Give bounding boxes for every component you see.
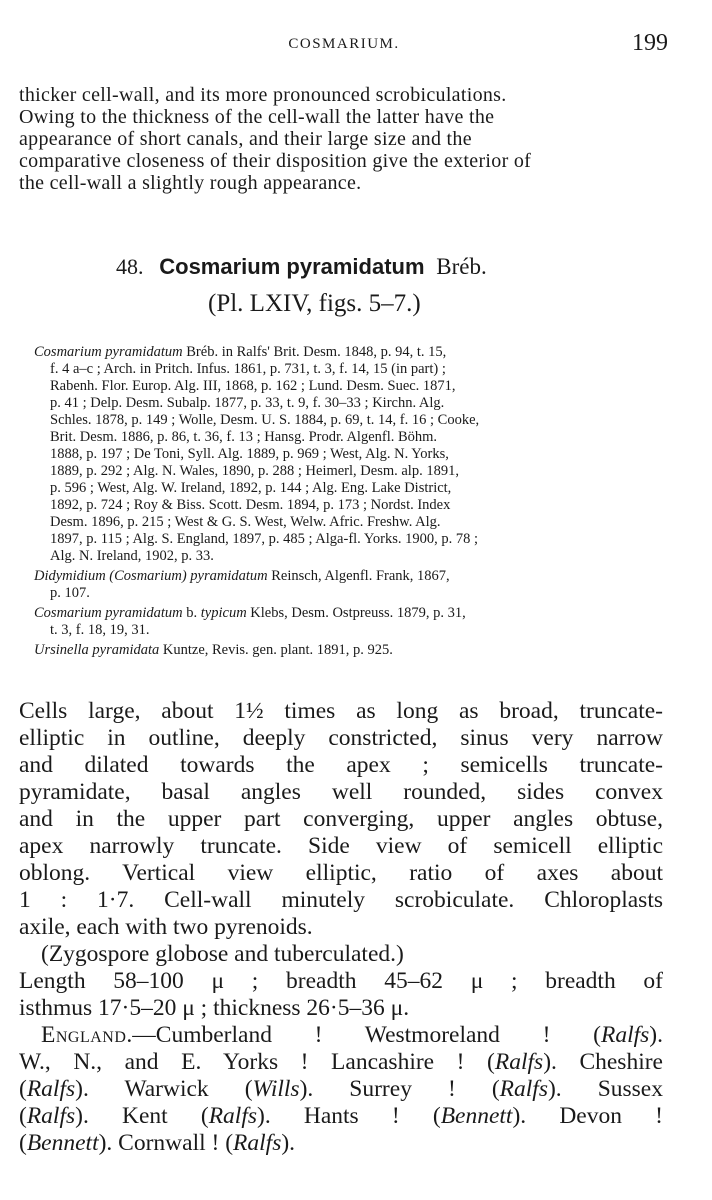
- intro-paragraph: [19, 84, 663, 194]
- text-line: appearance of short canals, and their large size and the: [19, 128, 472, 150]
- distribution-line: [19, 1022, 663, 1049]
- synonymy-block: [34, 344, 674, 659]
- synonymy-line: f. 4 a–c ; Arch. in Pritch. Infus. 1861, p. 731, t. 3, f. 14, 15 (in part) ;: [50, 361, 446, 377]
- collector-name: Ralfs: [494, 1049, 544, 1075]
- collector-name: Ralfs: [208, 1103, 257, 1129]
- text-line: Owing to the thickness of the cell-wall the latter have the: [19, 106, 495, 128]
- distribution-text: ).: [649, 1022, 663, 1048]
- synonymy-line: Desm. 1896, p. 215 ; West & G. S. West, Welw. Afric. Freshw. Alg.: [50, 514, 441, 530]
- distribution-line: [19, 1049, 663, 1076]
- synonymy-line: [34, 568, 674, 585]
- page-number: 199: [632, 30, 668, 56]
- synonymy-line: p. 596 ; West, Alg. W. Ireland, 1892, p. 144 ; Alg. Eng. Lake District,: [50, 480, 452, 496]
- taxon-name: Didymidium (Cosmarium) pyramidatum: [34, 568, 268, 584]
- distribution-text: ). Sussex: [547, 1076, 663, 1102]
- synonymy-line: 1889, p. 292 ; Alg. N. Wales, 1890, p. 288 ; Heimerl, Desm. alp. 1891,: [50, 463, 459, 479]
- collector-name: Bennett: [26, 1130, 99, 1156]
- description-line: and dilated towards the apex ; semicells truncate-: [19, 752, 663, 778]
- description-line: elliptic in outline, deeply constricted, sinus very narrow: [19, 725, 663, 751]
- zygospore-note: (Zygospore globose and tuberculated.): [41, 941, 404, 967]
- description-line: apex narrowly truncate. Side view of semicell elliptic: [19, 833, 663, 859]
- distribution-text: ). Cornwall ! (: [98, 1130, 234, 1156]
- taxon-name: Cosmarium pyramidatum: [34, 605, 183, 621]
- synonymy-line: Rabenh. Flor. Europ. Alg. III, 1868, p. 162 ; Lund. Desm. Suec. 1871,: [50, 378, 456, 394]
- description-line: pyramidate, basal angles well rounded, sides convex: [19, 779, 663, 805]
- collector-name: Ralfs: [233, 1130, 282, 1156]
- citation-text: Bréb. in Ralfs' Brit. Desm. 1848, p. 94, t. 15,: [182, 344, 447, 360]
- species-heading: [116, 254, 487, 280]
- synonymy-line: 1892, p. 724 ; Roy & Biss. Scott. Desm. 1894, p. 173 ; Nordst. Index: [50, 497, 451, 513]
- synonymy-line: Alg. N. Ireland, 1902, p. 33.: [50, 548, 214, 564]
- distribution-text: ). Devon !: [512, 1103, 663, 1129]
- distribution-text: ).: [281, 1130, 296, 1156]
- description-line: oblong. Vertical view elliptic, ratio of axes about: [19, 860, 663, 886]
- distribution-text: ). Warwick (: [75, 1076, 253, 1102]
- distribution-text: ). Cheshire: [543, 1049, 663, 1075]
- distribution-line: (Ralfs). Kent (Ralfs). Hants ! (Bennett). Devon !: [19, 1103, 663, 1129]
- synonymy-line: p. 107.: [50, 585, 90, 601]
- collector-name: Ralfs: [26, 1103, 76, 1129]
- synonymy-line: p. 41 ; Delp. Desm. Subalp. 1877, p. 33, t. 9, f. 30–33 ; Kirchn. Alg.: [50, 395, 445, 411]
- distribution-line: (Ralfs). Warwick (Wills). Surrey ! (Ralfs). Sussex: [19, 1076, 663, 1102]
- species-number: 48.: [116, 254, 144, 279]
- collector-name: Bennett: [440, 1103, 513, 1129]
- text-line: the cell-wall a slightly rough appearance.: [19, 172, 362, 194]
- synonymy-line: [34, 344, 674, 361]
- description-line: Cells large, about 1½ times as long as broad, truncate-: [19, 698, 663, 724]
- variety-name: typicum: [200, 605, 247, 621]
- synonymy-line: 1897, p. 115 ; Alg. S. England, 1897, p. 485 ; Alga-fl. Yorks. 1900, p. 78 ;: [50, 531, 479, 547]
- distribution-text: .—Cumberland ! Westmoreland ! (: [126, 1022, 601, 1048]
- distribution-text: ). Surrey ! (: [299, 1076, 500, 1102]
- taxon-name: Cosmarium pyramidatum: [34, 344, 183, 360]
- synonymy-line: t. 3, f. 18, 19, 31.: [50, 622, 150, 638]
- distribution-line: (Bennett). Cornwall ! (Ralfs).: [19, 1130, 296, 1156]
- description-line: 1 : 1·7. Cell-wall minutely scrobiculate. Chloroplasts: [19, 887, 663, 913]
- dimensions-line: Length 58–100 μ ; breadth 45–62 μ ; breadth of: [19, 968, 663, 994]
- description-block: [19, 698, 663, 1157]
- description-line: and in the upper part converging, upper angles obtuse,: [19, 806, 663, 832]
- running-title: COSMARIUM.: [288, 36, 400, 52]
- text-line: comparative closeness of their disposition give the exterior of: [19, 150, 532, 172]
- taxon-name: Ursinella pyramidata: [34, 642, 160, 658]
- synonymy-line: Schles. 1878, p. 149 ; Wolle, Desm. U. S. 1884, p. 69, t. 14, f. 16 ; Cooke,: [50, 412, 480, 428]
- collector-name: Ralfs: [26, 1076, 76, 1102]
- running-head: [20, 30, 668, 60]
- citation-text: b.: [182, 605, 201, 621]
- distribution-text: W., N., and E. Yorks ! Lancashire ! (: [19, 1049, 495, 1075]
- collector-name: Ralfs: [499, 1076, 548, 1102]
- species-name: Cosmarium pyramidatum: [159, 254, 425, 279]
- species-authority: Bréb.: [436, 254, 487, 279]
- plate-reference: (Pl. LXIV, figs. 5–7.): [208, 290, 421, 317]
- collector-name: Ralfs: [600, 1022, 650, 1048]
- citation-text: Kuntze, Revis. gen. plant. 1891, p. 925.: [159, 642, 393, 658]
- description-line: axile, each with two pyrenoids.: [19, 914, 313, 940]
- dimensions-line: isthmus 17·5–20 μ ; thickness 26·5–36 μ.: [19, 995, 410, 1021]
- synonymy-line: Brit. Desm. 1886, p. 86, t. 36, f. 13 ; Hansg. Prodr. Algenfl. Böhm.: [50, 429, 438, 445]
- text-line: thicker cell-wall, and its more pronounced scrobiculations.: [19, 84, 507, 106]
- synonymy-line: 1888, p. 197 ; De Toni, Syll. Alg. 1889, p. 969 ; West, Alg. N. Yorks,: [50, 446, 449, 462]
- synonymy-line: [34, 605, 674, 622]
- distribution-text: ). Kent (: [75, 1103, 209, 1129]
- country-name: England: [41, 1022, 127, 1048]
- collector-name: Wills: [252, 1076, 300, 1102]
- citation-text: Klebs, Desm. Ostpreuss. 1879, p. 31,: [246, 605, 466, 621]
- citation-text: Reinsch, Algenfl. Frank, 1867,: [267, 568, 450, 584]
- distribution-text: ). Hants ! (: [257, 1103, 441, 1129]
- synonymy-line: [34, 642, 674, 659]
